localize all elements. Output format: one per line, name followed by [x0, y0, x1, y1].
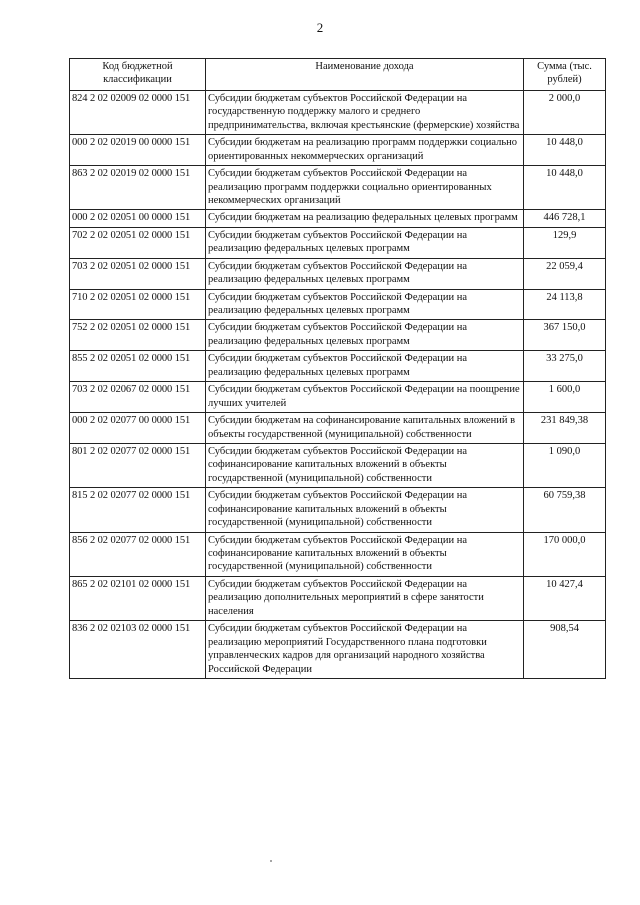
row-code: 865 2 02 02101 02 0000 151: [70, 576, 206, 620]
header-sum: Сумма (тыс. рублей): [524, 59, 606, 91]
row-name: Субсидии бюджетам на реализацию программ поддержки социально ориентированных некоммерческих организаций: [206, 135, 524, 166]
row-code: 836 2 02 02103 02 0000 151: [70, 621, 206, 679]
row-sum: 908,54: [524, 621, 606, 679]
row-code: 856 2 02 02077 02 0000 151: [70, 532, 206, 576]
table-row: [70, 320, 606, 351]
row-sum: 2 000,0: [524, 90, 606, 134]
row-sum: 367 150,0: [524, 320, 606, 351]
scan-speck: [270, 860, 272, 862]
table-row: [70, 227, 606, 258]
row-code: 702 2 02 02051 02 0000 151: [70, 227, 206, 258]
row-name: Субсидии бюджетам субъектов Российской Федерации на софинансирование капитальных вложений в объекты государственной (муниципальной) собственности: [206, 488, 524, 532]
row-sum: 1 600,0: [524, 382, 606, 413]
row-name: Субсидии бюджетам субъектов Российской Федерации на реализацию мероприятий Государственного плана подготовки управленческих кадров для организаций народного хозяйства Российской Федерации: [206, 621, 524, 679]
header-name: Наименование дохода: [206, 59, 524, 91]
row-code: 815 2 02 02077 02 0000 151: [70, 488, 206, 532]
row-name: Субсидии бюджетам субъектов Российской Федерации на государственную поддержку малого и среднего предпринимательства, включая крестьянские (фермерские) хозяйства: [206, 90, 524, 134]
row-name: Субсидии бюджетам субъектов Российской Федерации на реализацию федеральных целевых программ: [206, 320, 524, 351]
table-row: [70, 258, 606, 289]
row-name: Субсидии бюджетам на реализацию федеральных целевых программ: [206, 210, 524, 227]
row-code: 000 2 02 02077 00 0000 151: [70, 413, 206, 444]
table-row: [70, 413, 606, 444]
row-code: 863 2 02 02019 02 0000 151: [70, 166, 206, 210]
budget-revenue-table: [69, 58, 606, 679]
row-code: 824 2 02 02009 02 0000 151: [70, 90, 206, 134]
table-row: [70, 289, 606, 320]
table-row: [70, 532, 606, 576]
table-row: [70, 210, 606, 227]
row-sum: 170 000,0: [524, 532, 606, 576]
row-sum: 129,9: [524, 227, 606, 258]
row-name: Субсидии бюджетам субъектов Российской Федерации на реализацию федеральных целевых программ: [206, 258, 524, 289]
table-row: [70, 621, 606, 679]
row-sum: 10 448,0: [524, 135, 606, 166]
row-sum: 22 059,4: [524, 258, 606, 289]
row-sum: 446 728,1: [524, 210, 606, 227]
row-code: 710 2 02 02051 02 0000 151: [70, 289, 206, 320]
row-sum: 33 275,0: [524, 351, 606, 382]
header-code: Код бюджетной классификации: [70, 59, 206, 91]
row-sum: 231 849,38: [524, 413, 606, 444]
row-name: Субсидии бюджетам субъектов Российской Федерации на софинансирование капитальных вложений в объекты государственной (муниципальной) собственности: [206, 443, 524, 487]
row-name: Субсидии бюджетам субъектов Российской Федерации на реализацию дополнительных мероприятий в сфере занятости населения: [206, 576, 524, 620]
row-name: Субсидии бюджетам на софинансирование капитальных вложений в объекты государственной (муниципальной) собственности: [206, 413, 524, 444]
table-row: [70, 135, 606, 166]
row-sum: 1 090,0: [524, 443, 606, 487]
row-sum: 24 113,8: [524, 289, 606, 320]
page-number: 2: [316, 20, 324, 35]
row-name: Субсидии бюджетам субъектов Российской Федерации на реализацию федеральных целевых программ: [206, 351, 524, 382]
row-name: Субсидии бюджетам субъектов Российской Федерации на реализацию федеральных целевых программ: [206, 227, 524, 258]
row-code: 000 2 02 02019 00 0000 151: [70, 135, 206, 166]
table-header-row: [70, 59, 606, 91]
table-row: [70, 90, 606, 134]
table-row: [70, 488, 606, 532]
row-code: 752 2 02 02051 02 0000 151: [70, 320, 206, 351]
row-sum: 10 448,0: [524, 166, 606, 210]
row-code: 855 2 02 02051 02 0000 151: [70, 351, 206, 382]
row-name: Субсидии бюджетам субъектов Российской Федерации на поощрение лучших учителей: [206, 382, 524, 413]
row-name: Субсидии бюджетам субъектов Российской Федерации на реализацию программ поддержки социально ориентированных некоммерческих организаций: [206, 166, 524, 210]
row-code: 801 2 02 02077 02 0000 151: [70, 443, 206, 487]
table-row: [70, 382, 606, 413]
row-name: Субсидии бюджетам субъектов Российской Федерации на реализацию федеральных целевых программ: [206, 289, 524, 320]
row-sum: 10 427,4: [524, 576, 606, 620]
row-name: Субсидии бюджетам субъектов Российской Федерации на софинансирование капитальных вложений в объекты государственной (муниципальной) собственности: [206, 532, 524, 576]
row-code: 703 2 02 02067 02 0000 151: [70, 382, 206, 413]
table-row: [70, 166, 606, 210]
table-row: [70, 351, 606, 382]
table-row: [70, 443, 606, 487]
row-code: 000 2 02 02051 00 0000 151: [70, 210, 206, 227]
row-sum: 60 759,38: [524, 488, 606, 532]
table-row: [70, 576, 606, 620]
row-code: 703 2 02 02051 02 0000 151: [70, 258, 206, 289]
